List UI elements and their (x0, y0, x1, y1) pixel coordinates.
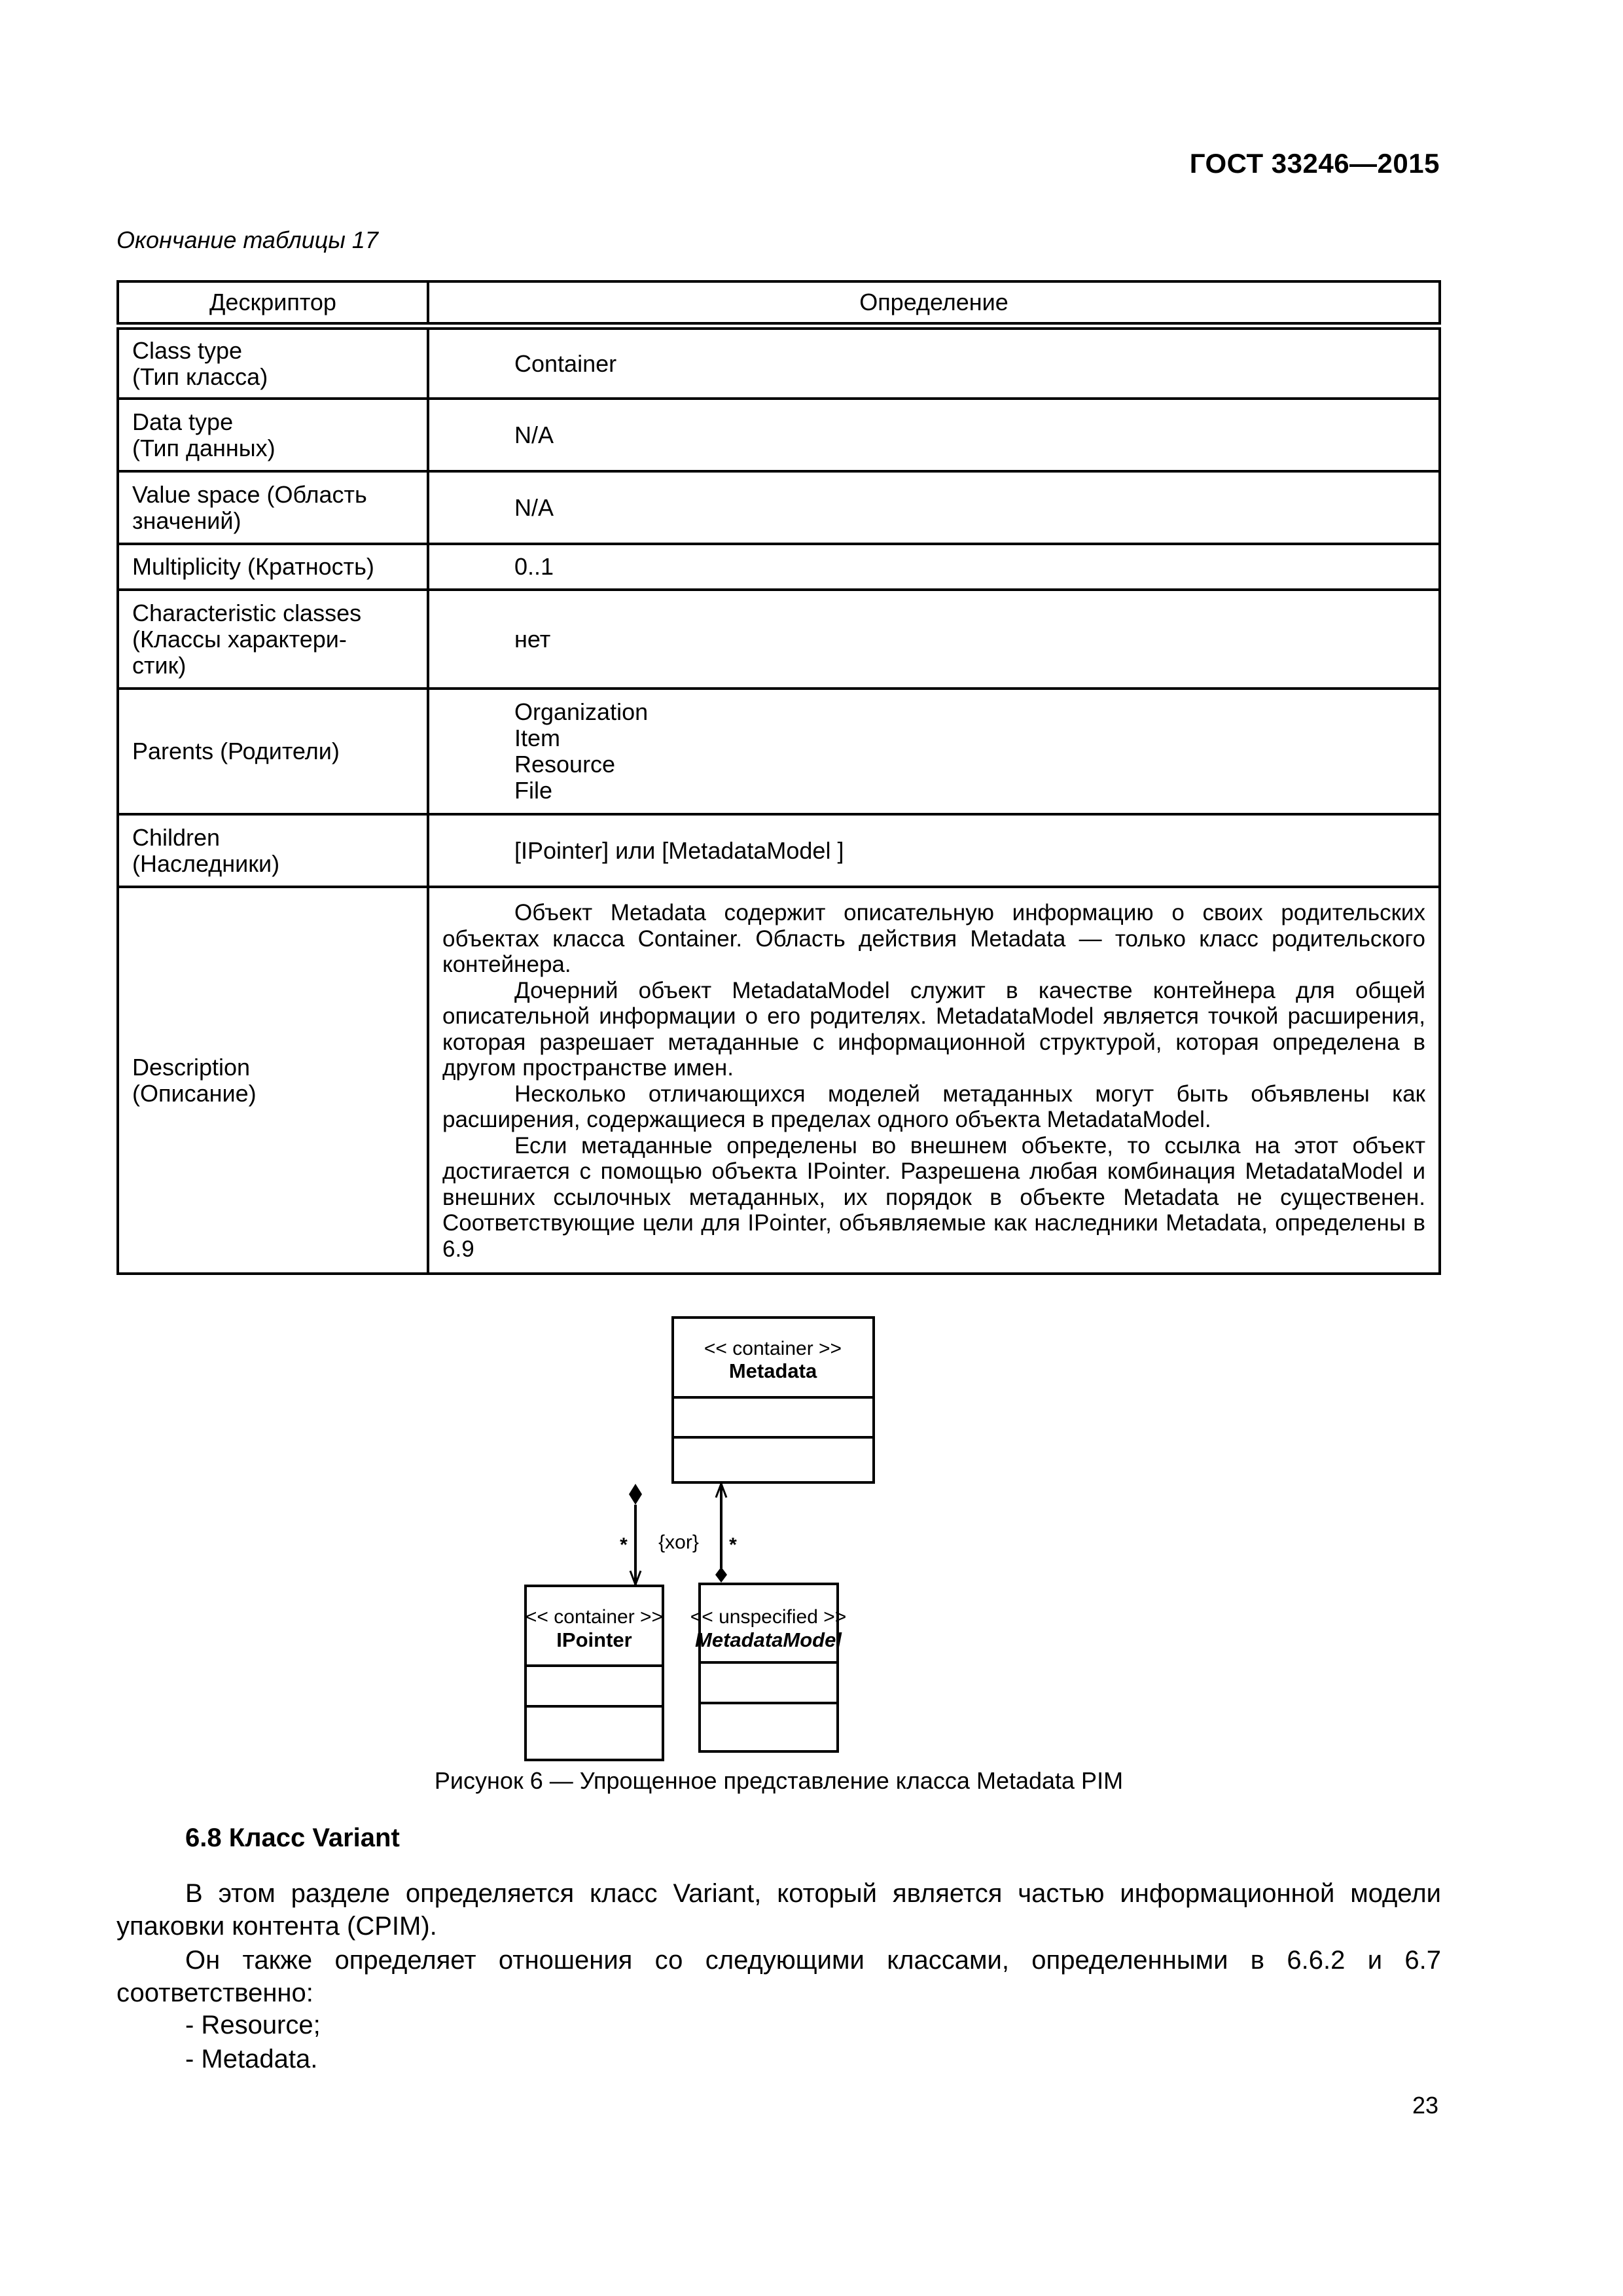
table-row (118, 887, 1440, 1274)
column-header-descriptor: Дескриптор (118, 281, 428, 326)
descriptor-cell (118, 887, 428, 1274)
definition-paragraph: Несколько отличающихся моделей метаданных могут быть объявлены как расширения, содержащиеся в пределах одного объекта MetadataModel. (442, 1081, 1425, 1132)
uml-class-diagram (0, 1302, 1623, 1774)
definition-text: Resource (514, 751, 616, 778)
body-paragraph: Он также определяет отношения со следующими классами, определенными в 6.6.2 и 6.7 соответственно: (116, 1946, 1441, 2007)
metadatamodel-stereotype: << unspecified >> (690, 1606, 847, 1628)
definition-cell (428, 544, 1440, 590)
descriptor-text: значений) (132, 507, 241, 534)
descriptor-text: Value space (Область (132, 480, 367, 508)
descriptor-text: Data type (132, 408, 234, 435)
multiplicity-metadatamodel: * (729, 1534, 737, 1556)
table-caption: Окончание таблицы 17 (116, 226, 378, 253)
descriptor-text: Multiplicity (Кратность) (132, 553, 374, 580)
definition-cell (428, 814, 1440, 887)
descriptor-cell (118, 590, 428, 689)
descriptor-table (116, 280, 1441, 1275)
descriptor-text: Children (132, 823, 221, 851)
table-row (118, 814, 1440, 887)
descriptor-cell (118, 544, 428, 590)
descriptor-text: Parents (Родители) (132, 738, 340, 764)
descriptor-cell (118, 814, 428, 887)
definition-text: [IPointer] или [MetadataModel ] (514, 836, 844, 864)
definition-cell (428, 689, 1440, 814)
definition-cell (428, 399, 1440, 471)
descriptor-text: (Наследники) (132, 850, 280, 877)
table-row (118, 689, 1440, 814)
list-item: - Resource; (185, 2011, 321, 2039)
descriptor-cell (118, 689, 428, 814)
xor-constraint: {xor} (658, 1532, 699, 1553)
multiplicity-ipointer: * (620, 1534, 628, 1556)
table-header-row (118, 281, 1440, 326)
descriptor-cell (118, 471, 428, 544)
descriptor-cell (118, 326, 428, 399)
descriptor-text: (Описание) (132, 1079, 257, 1107)
table-body (118, 326, 1440, 1274)
descriptor-text: (Классы характери- (132, 625, 347, 653)
definition-cell (428, 326, 1440, 399)
document-code-header: ГОСТ 33246—2015 (1189, 148, 1440, 179)
definition-cell (428, 887, 1440, 1274)
descriptor-cell (118, 399, 428, 471)
descriptor-text: (Тип класса) (132, 363, 268, 390)
ipointer-stereotype: << container >> (525, 1606, 664, 1628)
descriptor-text: Description (132, 1053, 251, 1081)
definition-paragraph: Если метаданные определены во внешнем объекте, то ссылка на этот объект достигается с помощью объекта IPointer. Разрешена любая комбинация MetadataModel и внешних ссылочных метаданных, их порядок в объекте Metadata не существенен. Соответствующие цели для IPointer, объявляемые как наследники Metadata, определены в 6.9 (442, 1132, 1425, 1262)
metadata-class-name: Metadata (728, 1359, 817, 1382)
figure-caption: Рисунок 6 — Упрощенное представление класса Metadata PIM (434, 1767, 1124, 1794)
table-row (118, 471, 1440, 544)
uml-class-metadata (673, 1318, 874, 1482)
uml-class-ipointer (526, 1586, 663, 1760)
table-row (118, 544, 1440, 590)
definition-text: Item (514, 725, 561, 751)
metadata-stereotype: << container >> (704, 1338, 842, 1359)
body-paragraph: В этом разделе определяется класс Variant, который является частью информационной модели упаковки контента (CPIM). (116, 1879, 1441, 1941)
definition-text: 0..1 (514, 553, 554, 580)
descriptor-text: (Тип данных) (132, 434, 276, 461)
definition-cell (428, 471, 1440, 544)
composition-diamond-icon (715, 1567, 727, 1583)
definition-paragraph: Объект Metadata содержит описательную информацию о своих родительских объектах класса Container. Область действия Metadata — только класс родительского контейнера. (442, 900, 1425, 977)
definition-text: нет (514, 625, 551, 653)
definition-text: N/A (514, 493, 554, 521)
relation-metadatamodel-metadata (715, 1484, 737, 1583)
column-header-definition: Определение (428, 281, 1440, 326)
section-heading: 6.8 Класс Variant (185, 1823, 400, 1852)
metadatamodel-class-name: MetadataModel (695, 1628, 842, 1651)
composition-diamond-icon (629, 1484, 642, 1505)
uml-class-metadatamodel (690, 1584, 847, 1751)
page-number: 23 (1412, 2092, 1438, 2119)
descriptor-text: Characteristic classes (132, 599, 362, 626)
relation-metadata-ipointer (620, 1484, 642, 1585)
list-item: - Metadata. (185, 2045, 318, 2073)
definition-cell (428, 590, 1440, 689)
descriptor-text: стик) (132, 651, 187, 679)
definition-paragraph: Дочерний объект MetadataModel служит в качестве контейнера для общей описательной информации о его родителях. MetadataModel является точкой расширения, которая разрешает метаданные с информационной структурой, которая определена в другом пространстве имен. (442, 977, 1425, 1081)
table-row (118, 399, 1440, 471)
table-row (118, 326, 1440, 399)
definition-text: Organization (514, 698, 649, 725)
descriptor-text: Class type (132, 336, 243, 364)
definition-text: Container (514, 350, 617, 377)
table-row (118, 590, 1440, 689)
definition-text: N/A (514, 421, 554, 448)
definition-text: File (514, 777, 553, 804)
ipointer-class-name: IPointer (556, 1628, 632, 1651)
